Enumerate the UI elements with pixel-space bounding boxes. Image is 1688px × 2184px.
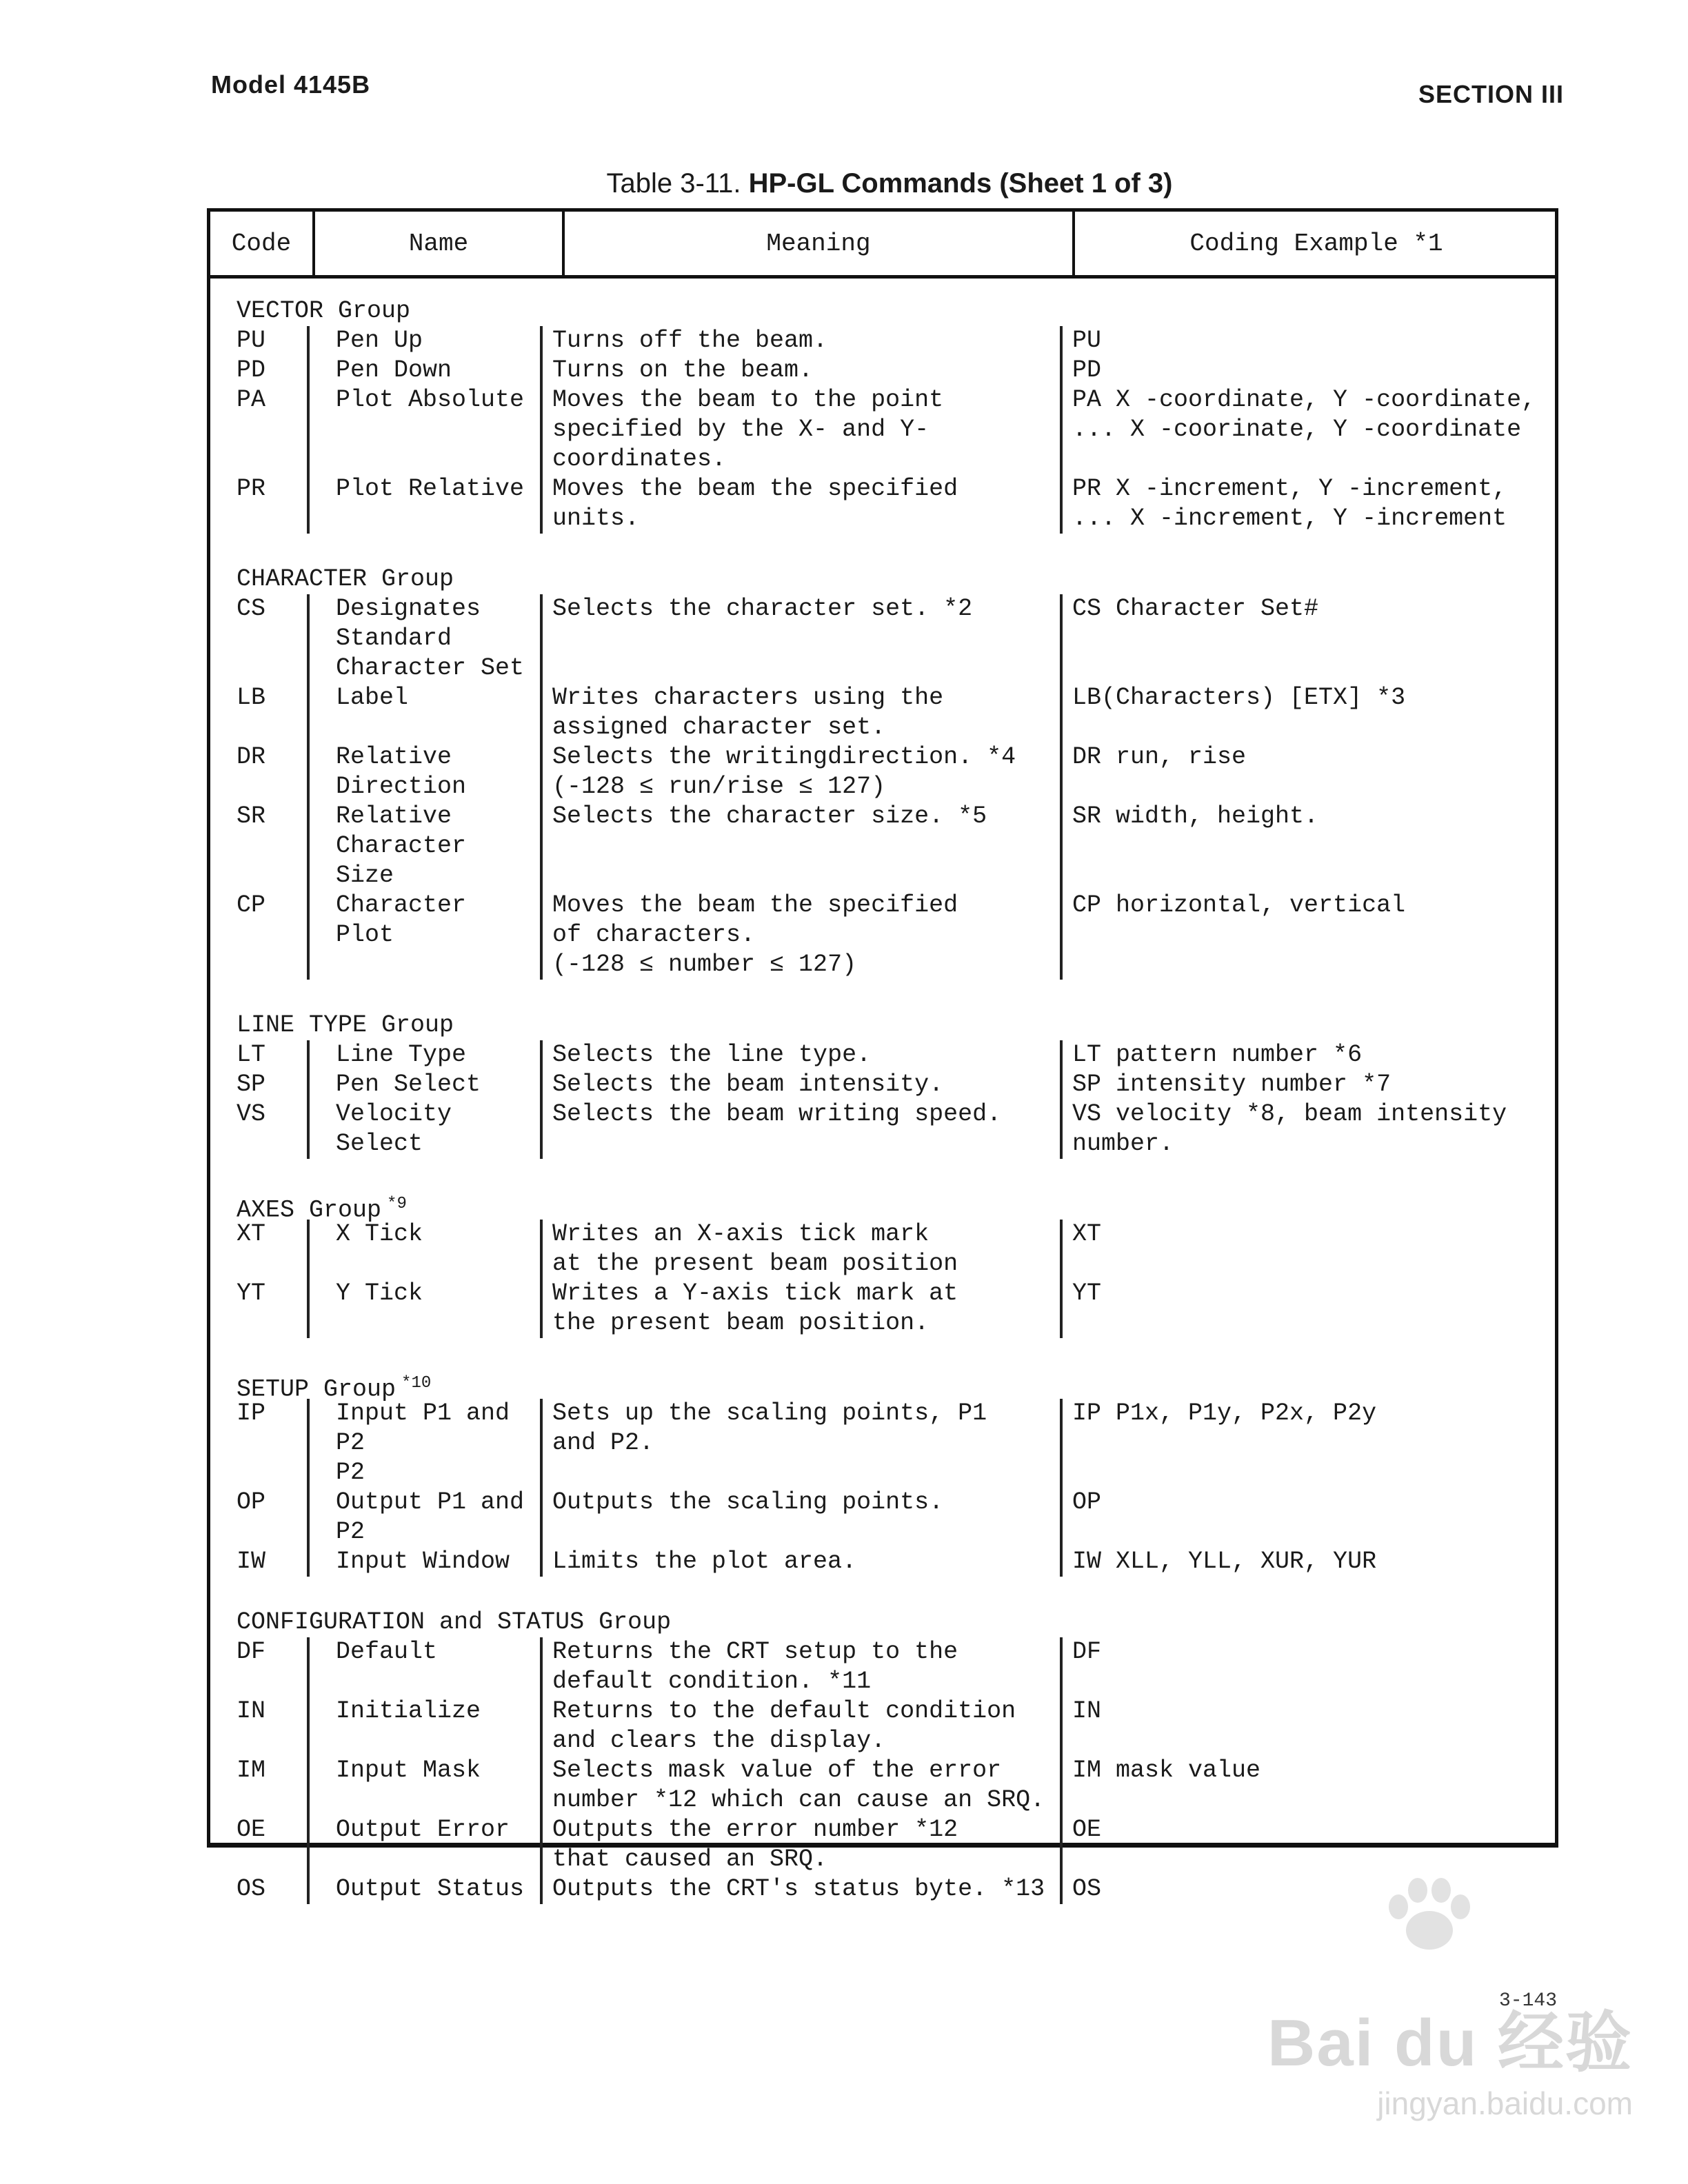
command-meaning: Writes an X-axis tick mark at the present beam position [540, 1220, 1053, 1279]
command-meaning: Turns on the beam. [540, 356, 1053, 385]
table-row [210, 1697, 1555, 1756]
group-title-text: CHARACTER Group [237, 565, 454, 593]
command-code: CP [237, 891, 266, 919]
table-row [210, 1874, 1555, 1904]
command-name: Plot Relative [307, 474, 539, 534]
command-meaning: Selects the character set. *2 [540, 594, 1053, 683]
table-row [210, 1100, 1555, 1159]
command-name: Input P1 and P2 P2 [307, 1399, 539, 1488]
group-title-text: AXES Group [237, 1196, 382, 1224]
command-group [210, 564, 1555, 980]
command-name: Pen Down [307, 356, 539, 385]
group-title-text: CONFIGURATION and STATUS Group [237, 1608, 672, 1636]
command-name: Output Error [307, 1815, 539, 1874]
command-meaning: Turns off the beam. [540, 326, 1053, 356]
table-row [210, 1547, 1555, 1577]
coding-example: SP intensity number *7 [1060, 1070, 1555, 1100]
coding-example: XT [1060, 1220, 1555, 1279]
command-group [210, 1189, 1555, 1338]
table-row [210, 385, 1555, 474]
table-row [210, 326, 1555, 356]
command-group [210, 1368, 1555, 1577]
model-label: Model 4145B [211, 70, 371, 99]
command-meaning: Selects the beam writing speed. [540, 1100, 1053, 1159]
coding-example: VS velocity *8, beam intensity number. [1060, 1100, 1555, 1159]
command-meaning: Returns to the default condition and clears the display. [540, 1697, 1053, 1756]
command-code: VS [237, 1100, 266, 1128]
page-number: 3-143 [1498, 1990, 1557, 2012]
group-footnote: *9 [387, 1195, 407, 1213]
group-title [210, 1189, 1555, 1224]
coding-example: OE [1060, 1815, 1555, 1874]
table-header [210, 212, 1555, 279]
table-row [210, 1637, 1555, 1697]
command-meaning: Moves the beam the specified units. [540, 474, 1053, 534]
command-meaning: Limits the plot area. [540, 1547, 1053, 1577]
command-code: CS [237, 595, 266, 623]
caption-prefix: Table 3-11. [606, 168, 741, 199]
header-name: Name [408, 229, 469, 258]
coding-example: SR width, height. [1060, 802, 1555, 891]
command-meaning: Outputs the scaling points. [540, 1488, 1053, 1547]
table-row [210, 594, 1555, 683]
coding-example: LB(Characters) [ETX] *3 [1060, 683, 1555, 742]
command-name: Designates Standard Character Set [307, 594, 539, 683]
command-meaning: Selects the writingdirection. *4 (-128 ≤ run/rise ≤ 127) [540, 742, 1053, 802]
command-meaning: Selects mask value of the error number *12 which can cause an SRQ. [540, 1756, 1053, 1815]
table-row [210, 1399, 1555, 1488]
group-spacer [210, 538, 1555, 556]
command-code: PR [237, 475, 266, 503]
table-row [210, 891, 1555, 980]
table-row [210, 1220, 1555, 1279]
command-meaning: Returns the CRT setup to the default condition. *11 [540, 1637, 1053, 1697]
command-meaning: Moves the beam the specified of characters. (-128 ≤ number ≤ 127) [540, 891, 1053, 980]
table-row [210, 683, 1555, 742]
command-code: OP [237, 1488, 266, 1516]
paw-logo-icon [1378, 1874, 1481, 1957]
group-spacer [210, 984, 1555, 1002]
coding-example: IM mask value [1060, 1756, 1555, 1815]
command-name: Output P1 and P2 [307, 1488, 539, 1547]
header-example: Coding Example *1 [1189, 229, 1443, 258]
coding-example: IP P1x, P1y, P2x, P2y [1060, 1399, 1555, 1488]
command-meaning: Selects the character size. *5 [540, 802, 1053, 891]
command-group [210, 1010, 1555, 1159]
watermark [1267, 1990, 1633, 2122]
coding-example: OP [1060, 1488, 1555, 1547]
command-meaning: Writes characters using the assigned character set. [540, 683, 1053, 742]
table-row [210, 1756, 1555, 1815]
group-title-text: VECTOR Group [237, 297, 411, 325]
command-name: Pen Select [307, 1070, 539, 1100]
command-name: Pen Up [307, 326, 539, 356]
command-meaning: Selects the line type. [540, 1040, 1053, 1070]
command-name: Relative Direction [307, 742, 539, 802]
command-code: YT [237, 1280, 266, 1307]
command-code: DF [237, 1638, 266, 1666]
command-name: Velocity Select [307, 1100, 539, 1159]
coding-example: IN [1060, 1697, 1555, 1756]
command-meaning: Selects the beam intensity. [540, 1070, 1053, 1100]
command-meaning: Sets up the scaling points, P1 and P2. [540, 1399, 1053, 1488]
command-name: Label [307, 683, 539, 742]
command-code: IM [237, 1757, 266, 1784]
command-code: LB [237, 684, 266, 711]
command-name: Line Type [307, 1040, 539, 1070]
command-name: Y Tick [307, 1279, 539, 1338]
coding-example: PU [1060, 326, 1555, 356]
coding-example: PD [1060, 356, 1555, 385]
table-row [210, 1040, 1555, 1070]
group-title [210, 1368, 1555, 1404]
command-code: IN [237, 1697, 266, 1725]
table-row [210, 1815, 1555, 1874]
coding-example: PA X -coordinate, Y -coordinate, ... X -coorinate, Y -coordinate [1060, 385, 1555, 474]
table-row [210, 742, 1555, 802]
command-code: XT [237, 1220, 266, 1248]
command-name: Initialize [307, 1697, 539, 1756]
group-title [210, 1010, 1555, 1040]
command-code: PU [237, 327, 266, 354]
command-name: Input Window [307, 1547, 539, 1577]
header-code: Code [231, 229, 292, 258]
group-title-text: SETUP Group [237, 1375, 396, 1404]
command-code: SP [237, 1071, 266, 1098]
table-row [210, 1488, 1555, 1547]
table-row [210, 356, 1555, 385]
command-meaning: Outputs the error number *12 that caused an SRQ. [540, 1815, 1053, 1874]
command-name: Relative Character Size [307, 802, 539, 891]
commands-table [207, 208, 1558, 1903]
command-name: Default [307, 1637, 539, 1697]
command-code: OS [237, 1875, 266, 1903]
coding-example: DF [1060, 1637, 1555, 1697]
table-row [210, 802, 1555, 891]
command-meaning: Outputs the CRT's status byte. *13 [540, 1874, 1053, 1904]
group-title [210, 564, 1555, 594]
coding-example: IW XLL, YLL, XUR, YUR [1060, 1547, 1555, 1577]
watermark-brand: Bai du 经验 [1267, 2006, 1633, 2080]
command-code: DR [237, 743, 266, 771]
section-label: SECTION III [1418, 80, 1564, 108]
command-code: PA [237, 386, 266, 414]
command-code: SR [237, 802, 266, 830]
group-title [210, 296, 1555, 326]
group-spacer [210, 1163, 1555, 1181]
group-title-text: LINE TYPE Group [237, 1011, 454, 1039]
command-code: PD [237, 356, 266, 384]
table-row [210, 474, 1555, 534]
command-name: Character Plot [307, 891, 539, 980]
command-name: Plot Absolute [307, 385, 539, 474]
command-meaning: Moves the beam to the point specified by the X- and Y- coordinates. [540, 385, 1053, 474]
command-code: OE [237, 1816, 266, 1843]
group-spacer [210, 1342, 1555, 1360]
table-row [210, 1070, 1555, 1100]
command-code: IP [237, 1399, 266, 1427]
group-footnote: *10 [401, 1374, 432, 1393]
coding-example: PR X -increment, Y -increment, ... X -increment, Y -increment [1060, 474, 1555, 534]
command-code: LT [237, 1041, 266, 1069]
command-meaning: Writes a Y-axis tick mark at the present beam position. [540, 1279, 1053, 1338]
coding-example: YT [1060, 1279, 1555, 1338]
command-name: Input Mask [307, 1756, 539, 1815]
coding-example: CS Character Set# [1060, 594, 1555, 683]
group-title [210, 1607, 1555, 1637]
table-row [210, 1279, 1555, 1338]
header-meaning: Meaning [766, 229, 871, 258]
command-group [210, 1607, 1555, 1904]
command-name: Output Status [307, 1874, 539, 1904]
coding-example: LT pattern number *6 [1060, 1040, 1555, 1070]
caption-title: HP-GL Commands (Sheet 1 of 3) [748, 168, 1173, 199]
watermark-url: jingyan.baidu.com [1377, 2085, 1633, 2121]
command-code: IW [237, 1548, 266, 1575]
coding-example: CP horizontal, vertical [1060, 891, 1555, 980]
command-name: X Tick [307, 1220, 539, 1279]
group-spacer [210, 1581, 1555, 1599]
command-group [210, 296, 1555, 534]
table-caption [207, 168, 1572, 199]
coding-example: DR run, rise [1060, 742, 1555, 802]
table-body [210, 287, 1555, 1908]
coding-example: OS [1060, 1874, 1555, 1904]
